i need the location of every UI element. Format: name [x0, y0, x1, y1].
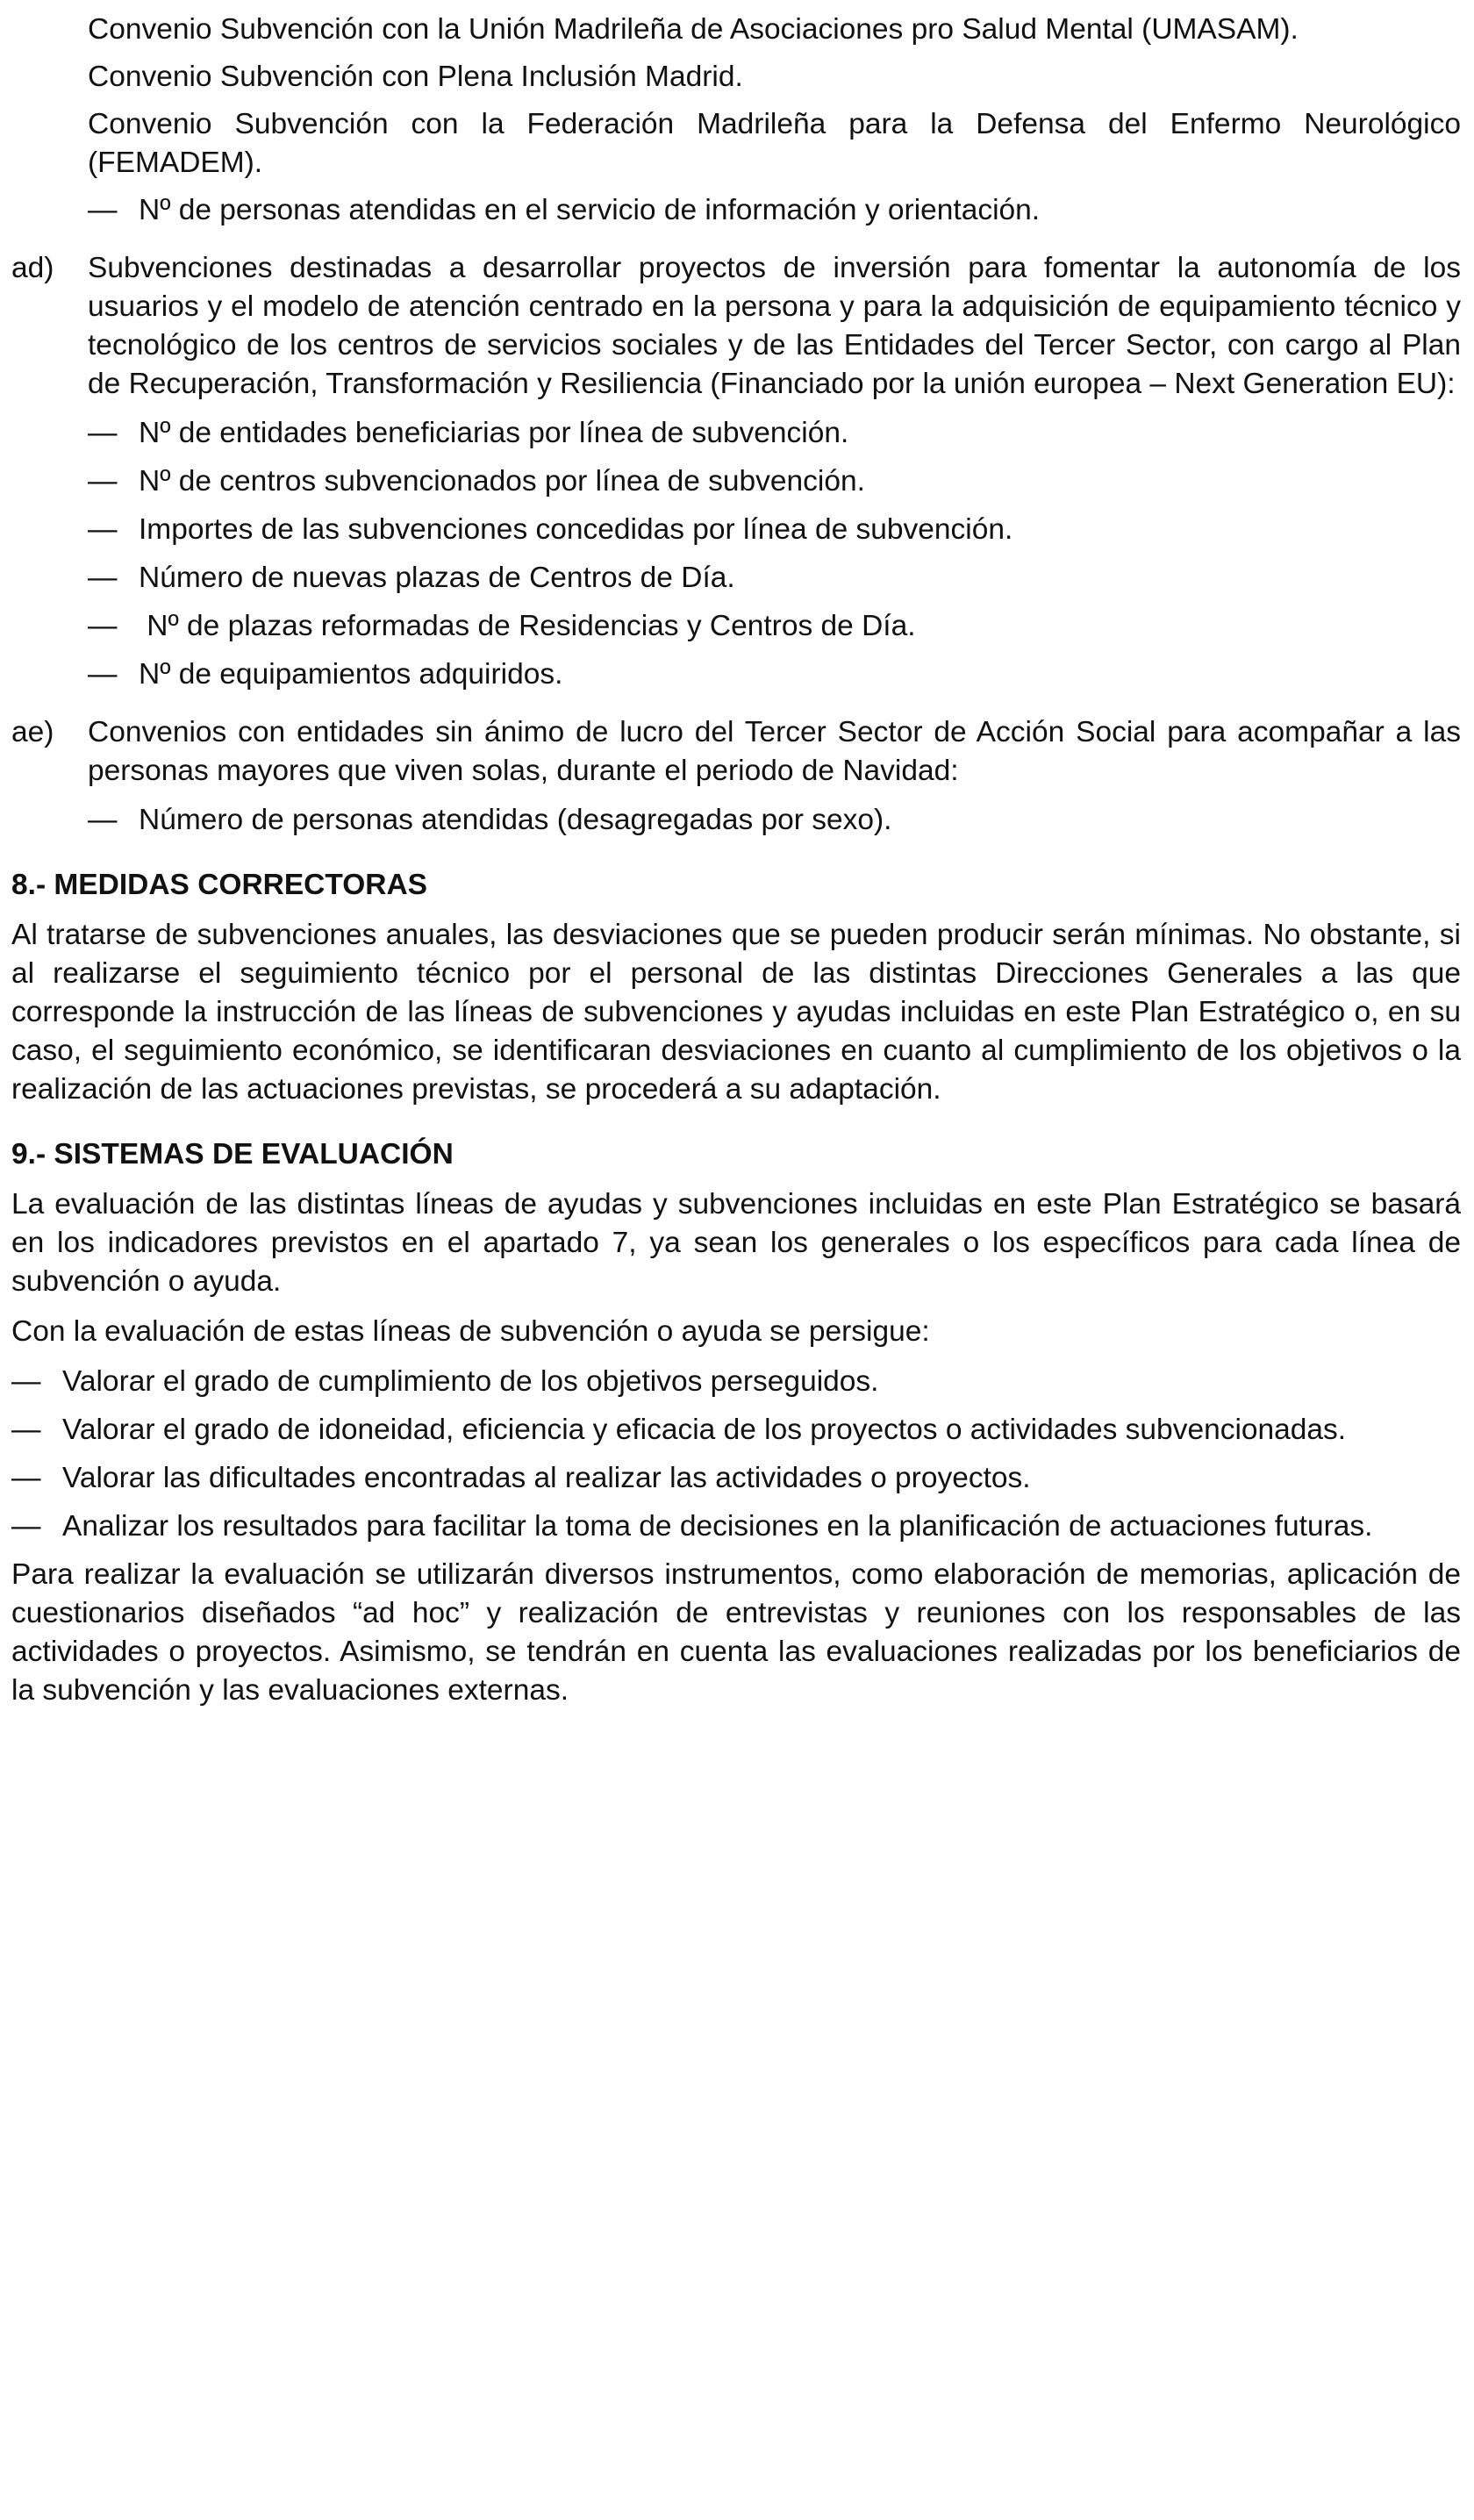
- indicator-item: [88, 801, 1461, 840]
- dash-marker: —: [88, 465, 118, 498]
- indicator-text: Nº de equipamientos adquiridos.: [139, 658, 563, 691]
- item-ae: [11, 713, 1461, 791]
- dash-marker: —: [88, 194, 118, 226]
- item-ad-indicators: [88, 414, 1461, 694]
- item-letter: ad): [11, 252, 54, 284]
- dash-marker: —: [11, 1365, 41, 1398]
- indicator-item: [88, 462, 1461, 501]
- indicator-text: Nº de personas atendidas en el servicio de información y orientación.: [139, 194, 1041, 226]
- section-9-paragraph-2: Con la evaluación de estas líneas de subvención o ayuda se persigue:: [11, 1315, 930, 1348]
- objective-text: Valorar el grado de idoneidad, eficiencia y eficacia de los proyectos o actividades subvencionadas.: [62, 1414, 1347, 1446]
- section-9-heading: 9.- SISTEMAS DE EVALUACIÓN: [11, 1138, 454, 1171]
- objective-text: Analizar los resultados para facilitar la toma de decisiones en la planificación de actuaciones futuras.: [62, 1510, 1373, 1543]
- dash-marker: —: [88, 417, 118, 449]
- dash-marker: —: [11, 1510, 41, 1543]
- indicator-item: [88, 511, 1461, 549]
- indicator-text: Número de personas atendidas (desagregadas por sexo).: [139, 804, 892, 836]
- convenios-indicators: [88, 191, 1461, 230]
- indicator-item: [88, 607, 1461, 646]
- objective-item: [11, 1411, 1461, 1450]
- convenios-block: [88, 11, 1461, 183]
- dash-marker: —: [11, 1414, 41, 1446]
- indicator-text: Nº de plazas reformadas de Residencias y Centros de Día.: [139, 610, 916, 642]
- objective-text: Valorar el grado de cumplimiento de los objetivos perseguidos.: [62, 1365, 879, 1398]
- section-9-paragraph-1: La evaluación de las distintas líneas de ayudas y subvenciones incluidas en este Plan Estratégico se basará en los indicadores previstos en el apartado 7, ya sean los generales o los específicos para cada línea de subvención o ayuda.: [11, 1188, 1461, 1298]
- section-8-heading: 8.- MEDIDAS CORRECTORAS: [11, 869, 428, 901]
- document-page: [11, 11, 1461, 1722]
- item-ad: [11, 249, 1461, 404]
- indicator-text: Importes de las subvenciones concedidas por línea de subvención.: [139, 513, 1013, 546]
- indicator-text: Nº de entidades beneficiarias por línea de subvención.: [139, 417, 849, 449]
- indicator-text: Número de nuevas plazas de Centros de Día.: [139, 562, 735, 594]
- item-ae-indicators: [88, 801, 1461, 840]
- evaluation-objectives: [11, 1363, 1461, 1546]
- item-letter: ae): [11, 716, 54, 748]
- section-9-paragraph-3: Para realizar la evaluación se utilizarán diversos instrumentos, como elaboración de memorias, aplicación de cuestionarios diseñados “ad hoc” y realización de entrevistas y reuniones con los responsables de las actividades o proyectos. Asimismo, se tendrán en cuenta las evaluaciones realizadas por los beneficiarios de la subvención y las evaluaciones externas.: [11, 1558, 1461, 1707]
- item-text: Convenios con entidades sin ánimo de lucro del Tercer Sector de Acción Social para acompañar a las personas mayores que viven solas, durante el periodo de Navidad:: [88, 716, 1461, 787]
- dash-marker: —: [88, 804, 118, 836]
- objective-text: Valorar las dificultades encontradas al realizar las actividades o proyectos.: [62, 1462, 1031, 1494]
- indicator-item: [88, 559, 1461, 598]
- dash-marker: —: [88, 658, 118, 691]
- dash-marker: —: [88, 513, 118, 546]
- section-8-paragraph: Al tratarse de subvenciones anuales, las desviaciones que se pueden producir serán mínimas. No obstante, si al realizarse el seguimiento técnico por el personal de las distintas Direcciones Generales a las que corresponde la instrucción de las líneas de subvenciones y ayudas incluidas en este Plan Estratégico o, en su caso, el seguimiento económico, se identificaran desviaciones en cuanto al cumplimiento de los objetivos o la realización de las actuaciones previstas, se procederá a su adaptación.: [11, 919, 1461, 1106]
- item-text: Subvenciones destinadas a desarrollar proyectos de inversión para fomentar la autonomía de los usuarios y el modelo de atención centrado en la persona y para la adquisición de equipamiento técnico y tecnológico de los centros de servicios sociales y de las Entidades del Tercer Sector, con cargo al Plan de Recuperación, Transformación y Resiliencia (Financiado por la unión europea – Next Generation EU):: [88, 252, 1461, 400]
- convenio-line: Convenio Subvención con Plena Inclusión Madrid.: [88, 61, 743, 93]
- dash-marker: —: [11, 1462, 41, 1494]
- indicator-item: [88, 655, 1461, 694]
- dash-marker: —: [88, 562, 118, 594]
- convenio-line: Convenio Subvención con la Federación Madrileña para la Defensa del Enfermo Neurológico (FEMADEM).: [88, 108, 1461, 179]
- convenio-line: Convenio Subvención con la Unión Madrileña de Asociaciones pro Salud Mental (UMASAM).: [88, 13, 1299, 46]
- indicator-item: [88, 414, 1461, 453]
- objective-item: [11, 1507, 1461, 1546]
- indicator-item: [88, 191, 1461, 230]
- objective-item: [11, 1363, 1461, 1401]
- dash-marker: —: [88, 610, 118, 642]
- objective-item: [11, 1459, 1461, 1498]
- indicator-text: Nº de centros subvencionados por línea de subvención.: [139, 465, 865, 498]
